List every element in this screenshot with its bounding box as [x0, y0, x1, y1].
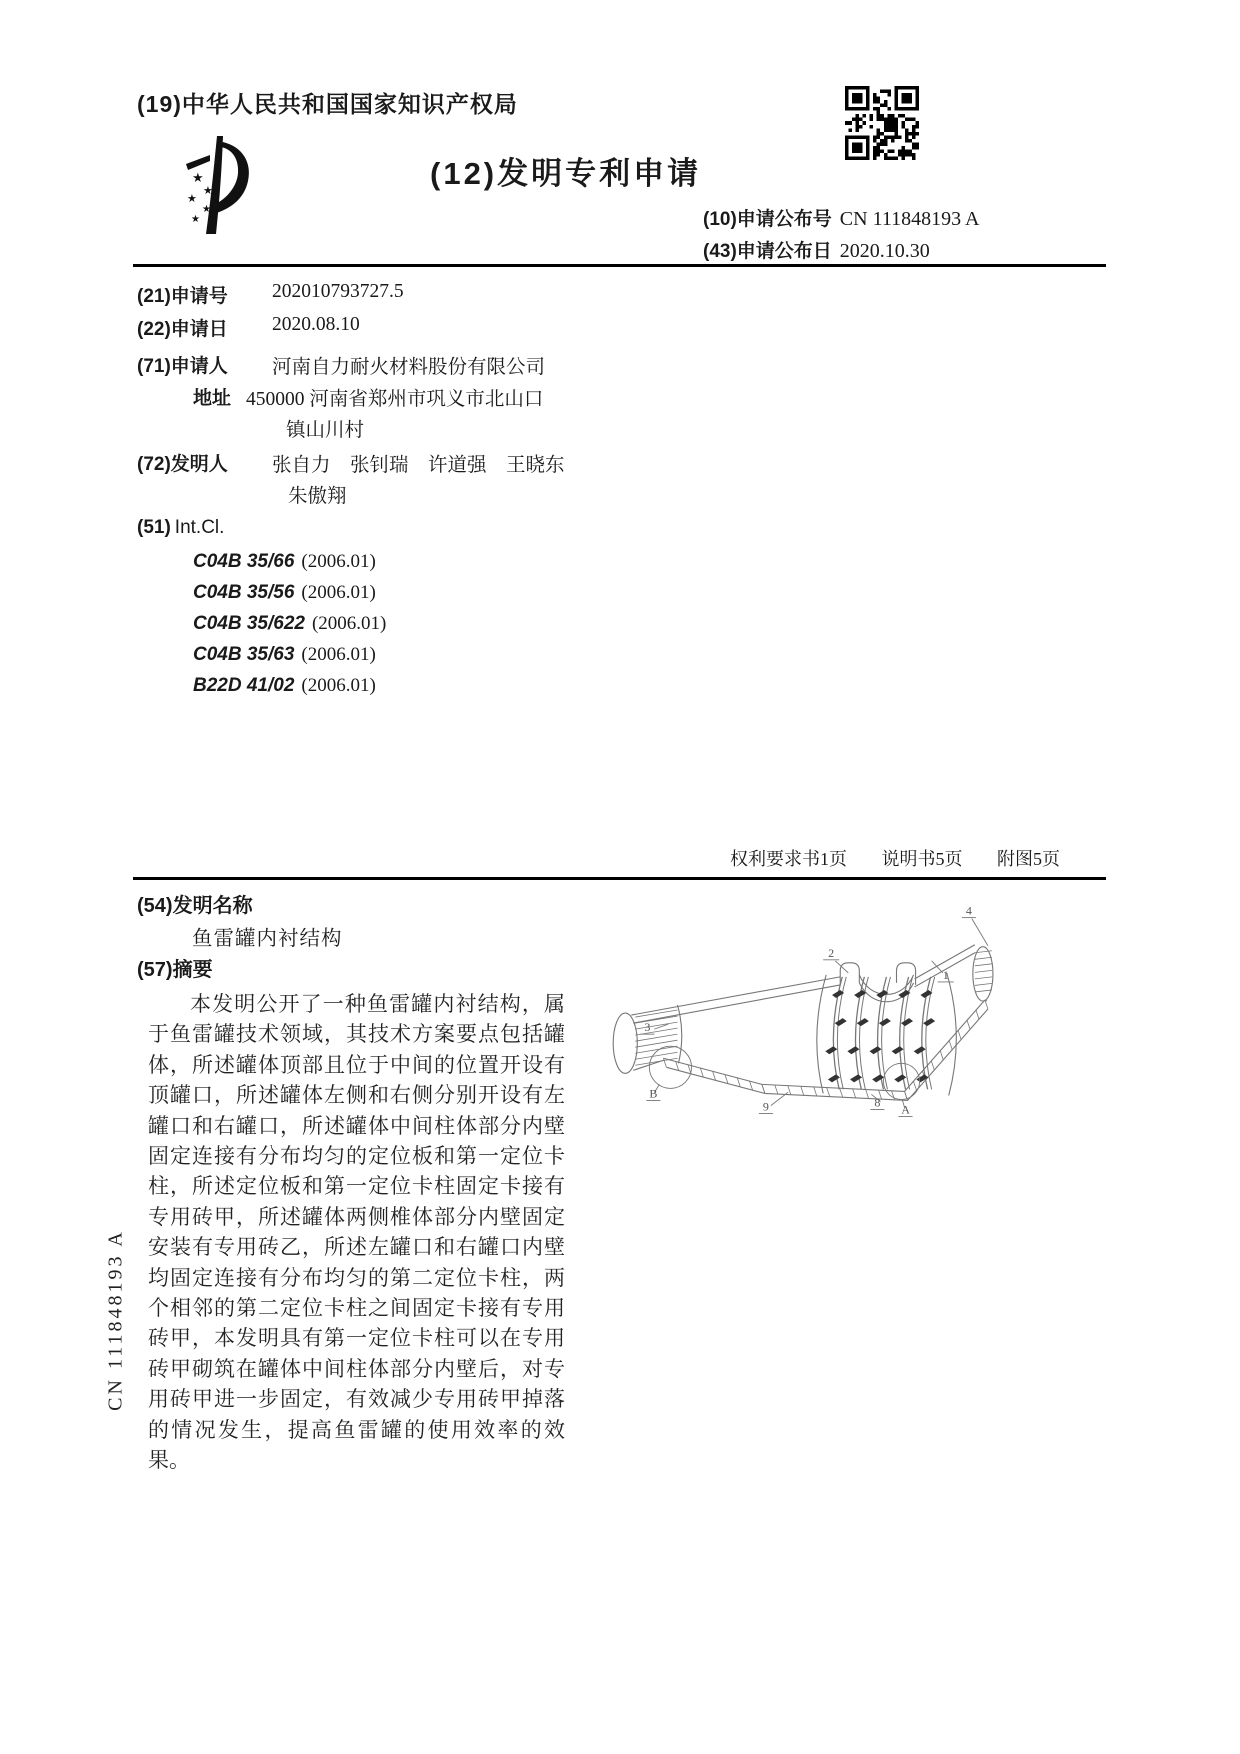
- logo-star-icon: ★: [203, 185, 213, 197]
- logo-star-icon: ★: [191, 214, 200, 225]
- description-pages: 说明书5页: [881, 849, 963, 869]
- invention-title: 鱼雷罐内衬结构: [192, 928, 343, 950]
- qr-code-icon: [845, 86, 919, 160]
- side-publication-code: CN 111848193 A: [104, 1229, 127, 1411]
- figure-ref-B: B: [649, 1086, 658, 1101]
- figure-ref-2: 2: [828, 945, 835, 960]
- publication-date-value: 2020.10.30: [839, 240, 930, 262]
- applicant-label: (71)申请人: [137, 356, 228, 377]
- inventors-line1: 张自力 张钊瑞 许道强 王晓东: [272, 455, 565, 476]
- address-line1: 450000 河南省郑州市巩义市北山口: [246, 389, 544, 410]
- filing-date-value: 2020.08.10: [272, 314, 360, 335]
- intcl-header: [137, 517, 224, 539]
- claims-pages: 权利要求书1页: [730, 849, 847, 869]
- figure-ref-4: 4: [965, 903, 972, 918]
- inventors-line2: 朱傲翔: [288, 486, 347, 507]
- publication-number-line: [703, 204, 979, 231]
- address-line2: 镇山川村: [286, 420, 365, 441]
- publication-date-label: (43)申请公布日: [703, 241, 832, 262]
- figure-pages: 附图5页: [997, 849, 1060, 869]
- invention-title-label: (54)发明名称: [137, 895, 253, 917]
- publication-number-label: (10)申请公布号: [703, 209, 832, 230]
- document-type-title: (12)发明专利申请: [430, 156, 702, 191]
- applicant-value: 河南自力耐火材料股份有限公司: [272, 357, 546, 378]
- figure-ref-3: 3: [644, 1020, 651, 1035]
- application-number-value: 202010793727.5: [272, 281, 404, 302]
- intcl-row: C04B 35/622 (2006.01): [193, 613, 387, 634]
- office-name: (19)中华人民共和国国家知识产权局: [137, 91, 518, 117]
- application-number-label: (21)申请号: [137, 286, 228, 307]
- address-label: 地址: [193, 388, 232, 409]
- abstract-label: (57)摘要: [137, 959, 213, 981]
- logo-star-icon: ★: [192, 170, 204, 185]
- intcl-row: C04B 35/56 (2006.01): [193, 582, 376, 603]
- abstract-text: 本发明公开了一种鱼雷罐内衬结构，属于鱼雷罐技术领域，其技术方案要点包括罐体，所述罐体顶部且位于中间的位置开设有顶罐口，所述罐体左侧和右侧分别开设有左罐口和右罐口，所述罐体中间柱体部分内壁固定连接有分布均匀的定位板和第一定位卡柱，所述定位板和第一定位卡柱固定卡接有专用砖甲，所述罐体两侧椎体部分内壁固定安装有专用砖乙，所述左罐口和右罐口内壁均固定连接有分布均匀的第二定位卡柱，两个相邻的第二定位卡柱之间固定卡接有专用砖甲，本发明具有第一定位卡柱可以在专用砖甲砌筑在罐体中间柱体部分内壁后，对专用砖甲进一步固定，有效减少专用砖甲掉落的情况发生，提高鱼雷罐的使用效率的效果。: [148, 992, 565, 1473]
- figure-ref-8: 8: [874, 1095, 881, 1110]
- intcl-row: B22D 41/02 (2006.01): [193, 675, 376, 696]
- inventors-label: (72)发明人: [137, 454, 228, 475]
- figure-ref-9: 9: [762, 1099, 769, 1114]
- intcl-row: C04B 35/66 (2006.01): [193, 551, 376, 572]
- logo-star-icon: ★: [187, 193, 197, 205]
- patent-figure: [573, 852, 1005, 1154]
- intcl-label: Int.Cl.: [174, 517, 225, 538]
- intcl-row: C04B 35/63 (2006.01): [193, 644, 376, 665]
- filing-date-label: (22)申请日: [137, 319, 228, 340]
- figure-ref-A: A: [901, 1102, 910, 1117]
- publication-number-value: CN 111848193 A: [839, 208, 980, 230]
- figure-ref-1: 1: [942, 967, 949, 982]
- publication-date-line: [703, 236, 930, 263]
- logo-star-icon: ★: [202, 204, 211, 215]
- intcl-number: (51): [137, 517, 171, 538]
- cnipa-logo-icon: [180, 134, 258, 240]
- top-divider: [133, 264, 1106, 267]
